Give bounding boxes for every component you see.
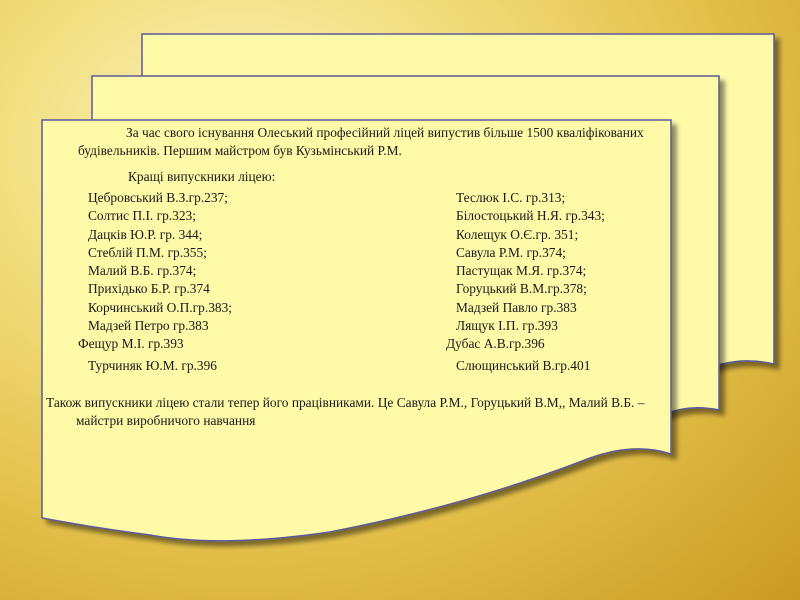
graduate-left: Цебровський В.З.гр.237;: [88, 190, 228, 205]
outro-paragraph: Також випускники ліцею стали тепер його працівниками. Це Савула Р.М., Горуцький В.М,, Малий В.Б. – майстри виробничого навчання: [46, 394, 645, 428]
graduate-left: Малий В.Б. гр.374;: [88, 263, 197, 279]
best-graduates-heading: Кращі випускники ліцею:: [128, 169, 276, 184]
graduate-right: Колещук О.Є.гр. 351;: [456, 226, 579, 242]
graduate-left: Солтис П.І. гр.323;: [88, 208, 196, 224]
graduate-left: Дацків Ю.Р. гр. 344;: [88, 226, 203, 242]
graduate-right: Мадзей Павло гр.383: [456, 299, 577, 315]
graduate-row: [46, 189, 668, 207]
graduate-right: Пастущак М.Я. гр.374;: [456, 263, 587, 279]
graduate-left: Стеблій П.М. гр.355;: [88, 244, 207, 260]
graduate-left: Турчиняк Ю.М. гр.396: [88, 357, 217, 373]
graduate-right: Горуцький В.М.гр.378;: [456, 281, 587, 297]
graduate-left: Мадзей Петро гр.383: [88, 318, 209, 334]
graduate-row: [46, 317, 668, 335]
graduate-right: Лящук І.П. гр.393: [456, 318, 558, 334]
graduate-right: Теслюк І.С. гр.313;: [456, 190, 566, 205]
graduate-row: [46, 280, 668, 298]
graduate-right: Білостоцький Н.Я. гр.343;: [456, 208, 605, 224]
graduates-list: [46, 189, 668, 375]
graduate-right: Слющинський В.гр.401: [456, 357, 591, 373]
graduate-row: [46, 335, 668, 353]
graduate-left: Фещур М.І. гр.393: [78, 336, 184, 352]
graduate-right: Дубас А.В.гр.396: [446, 336, 545, 352]
graduate-right: Савула Р.М. гр.374;: [456, 244, 566, 260]
graduate-row: [46, 207, 668, 225]
graduate-row: [46, 262, 668, 280]
graduate-left: Прихідько Б.Р. гр.374: [88, 281, 210, 297]
document-text: [46, 124, 668, 430]
graduate-row: [46, 226, 668, 244]
graduate-row: [46, 357, 668, 375]
graduate-left: Корчинський О.П.гр.383;: [88, 299, 233, 315]
graduate-row: [46, 244, 668, 262]
graduate-row: [46, 299, 668, 317]
intro-paragraph: За час свого існування Олеський професійний ліцей випустив більше 1500 кваліфікованих будівельників. Першим майстром був Кузьмінський Р.М.: [78, 125, 644, 158]
